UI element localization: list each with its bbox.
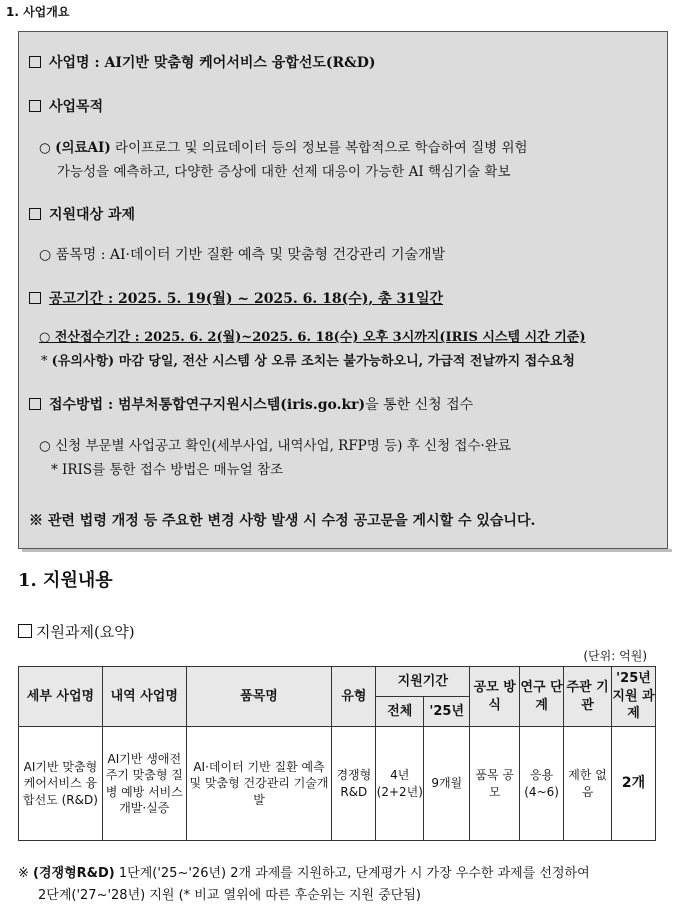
- cell-period-2025: 9개월: [424, 727, 470, 841]
- purpose-bullet: ○: [39, 140, 51, 156]
- header-period: 지원기간: [376, 667, 470, 697]
- cell-detail-project: AI기반 생애전주기 맞춤형 질병 예방 서비스 개발·실증: [102, 727, 186, 841]
- header-tasks-2025: '25년 지원 과제: [611, 667, 655, 727]
- project-name-row: [29, 52, 376, 72]
- unit-note: (단위: 억원): [583, 649, 647, 663]
- period-text: 공고기간 : 2025. 5. 19(월) ~ 2025. 6. 18(수), 총 31일간: [49, 291, 444, 307]
- caution-text: 마감 당일, 전산 시스템 상 오류 조치는 불가능하오니, 가급적 전날까지 접수요청: [114, 354, 575, 369]
- section-title: 1. 사업개요: [6, 5, 70, 19]
- header-period-total: 전체: [376, 697, 424, 727]
- purpose-text-1: 라이프로그 및 의료데이터 등의 정보를 복합적으로 학습하여 질병 위험: [110, 140, 528, 156]
- notice-text: ※ 관련 법령 개정 등 주요한 변경 사항 발생 시 수정 공고문을 게시할 수 있습니다.: [29, 513, 536, 529]
- cell-method: 품목 공모: [470, 727, 520, 841]
- caution-label: (유의사항): [51, 354, 115, 369]
- method-row: [29, 394, 473, 414]
- note-mark: ※: [18, 866, 29, 881]
- support-table: [18, 666, 656, 841]
- checkbox-icon: [29, 208, 41, 220]
- table-row: [19, 727, 656, 841]
- cell-sub-project: AI기반 맞춤형 케어서비스 융합선도 (R&D): [19, 727, 103, 841]
- table-header-row: [19, 667, 656, 697]
- cell-period-total: 4년 (2+2년): [376, 727, 424, 841]
- support-heading: 1. 지원내용: [18, 570, 113, 591]
- method-suffix: 을 통한 신청 접수: [365, 397, 474, 413]
- header-type: 유형: [332, 667, 376, 727]
- support-subheading: 지원과제(요약): [36, 623, 135, 641]
- period-row: [29, 288, 443, 308]
- purpose-line-2: [57, 160, 511, 180]
- cell-tasks-2025: 2개: [611, 727, 655, 841]
- header-period-2025: '25년: [424, 697, 470, 727]
- cell-item: AI·데이터 기반 질환 예측 및 맞춤형 건강관리 기술개발: [186, 727, 332, 841]
- overview-box: [18, 31, 668, 549]
- header-detail-project: 내역 사업명: [102, 667, 186, 727]
- header-agency: 주관 기관: [564, 667, 612, 727]
- cell-agency: 제한 없음: [564, 727, 612, 841]
- table-note-line-2: 2단계('27~'28년) 지원 (* 비교 열위에 따른 후순위는 지원 중단됨): [38, 888, 421, 903]
- purpose-prefix: (의료AI): [55, 140, 111, 156]
- caution-row: [41, 350, 575, 369]
- header-sub-project: 세부 사업명: [19, 667, 103, 727]
- checkbox-icon: [29, 398, 41, 410]
- header-stage: 연구 단계: [520, 667, 564, 727]
- support-subheading-row: [18, 621, 135, 642]
- note-label: (경쟁형R&D): [33, 866, 115, 881]
- checkbox-icon: [29, 56, 41, 68]
- project-label: 사업명 :: [49, 55, 100, 71]
- purpose-line-1: [39, 136, 528, 156]
- project-name: AI기반 맞춤형 케어서비스 융합선도(R&D): [104, 55, 376, 71]
- target-row: [29, 204, 135, 224]
- online-period: ○ 전산접수기간 : 2025. 6. 2(월)~2025. 6. 18(수) 오후 3시까지(IRIS 시스템 시간 기준): [39, 330, 586, 345]
- purpose-row: [29, 96, 103, 116]
- note-text-1: 1단계('25~'26년) 2개 과제를 지원하고, 단계평가 시 가장 우수한 과제를 선정하여: [114, 866, 590, 881]
- cell-stage: 응용 (4~6): [520, 727, 564, 841]
- checkbox-icon: [18, 624, 32, 638]
- target-item: ○ 품목명 : AI·데이터 기반 질환 예측 및 맞춤형 건강관리 기술개발: [39, 247, 446, 263]
- header-item: 품목명: [186, 667, 332, 727]
- cell-type: 경쟁형 R&D: [332, 727, 376, 841]
- checkbox-icon: [29, 292, 41, 304]
- method-label: 접수방법 : 범부처통합연구지원시스템(iris.go.kr): [49, 397, 366, 413]
- checkbox-icon: [29, 100, 41, 112]
- header-method: 공모 방식: [470, 667, 520, 727]
- target-label: 지원대상 과제: [49, 207, 136, 223]
- purpose-label: 사업목적: [49, 99, 104, 115]
- box-shadow: [22, 549, 672, 552]
- table-note-line-1: [18, 862, 590, 881]
- purpose-text-2: 가능성을 예측하고, 다양한 증상에 대한 선제 대응이 가능한 AI 핵심기술 확보: [57, 164, 511, 180]
- method-note: * IRIS를 통한 접수 방법은 매뉴얼 참조: [51, 462, 284, 478]
- caution-star: *: [41, 354, 52, 369]
- method-item: ○ 신청 부문별 사업공고 확인(세부사업, 내역사업, RFP명 등) 후 신청 접수·완료: [39, 438, 511, 454]
